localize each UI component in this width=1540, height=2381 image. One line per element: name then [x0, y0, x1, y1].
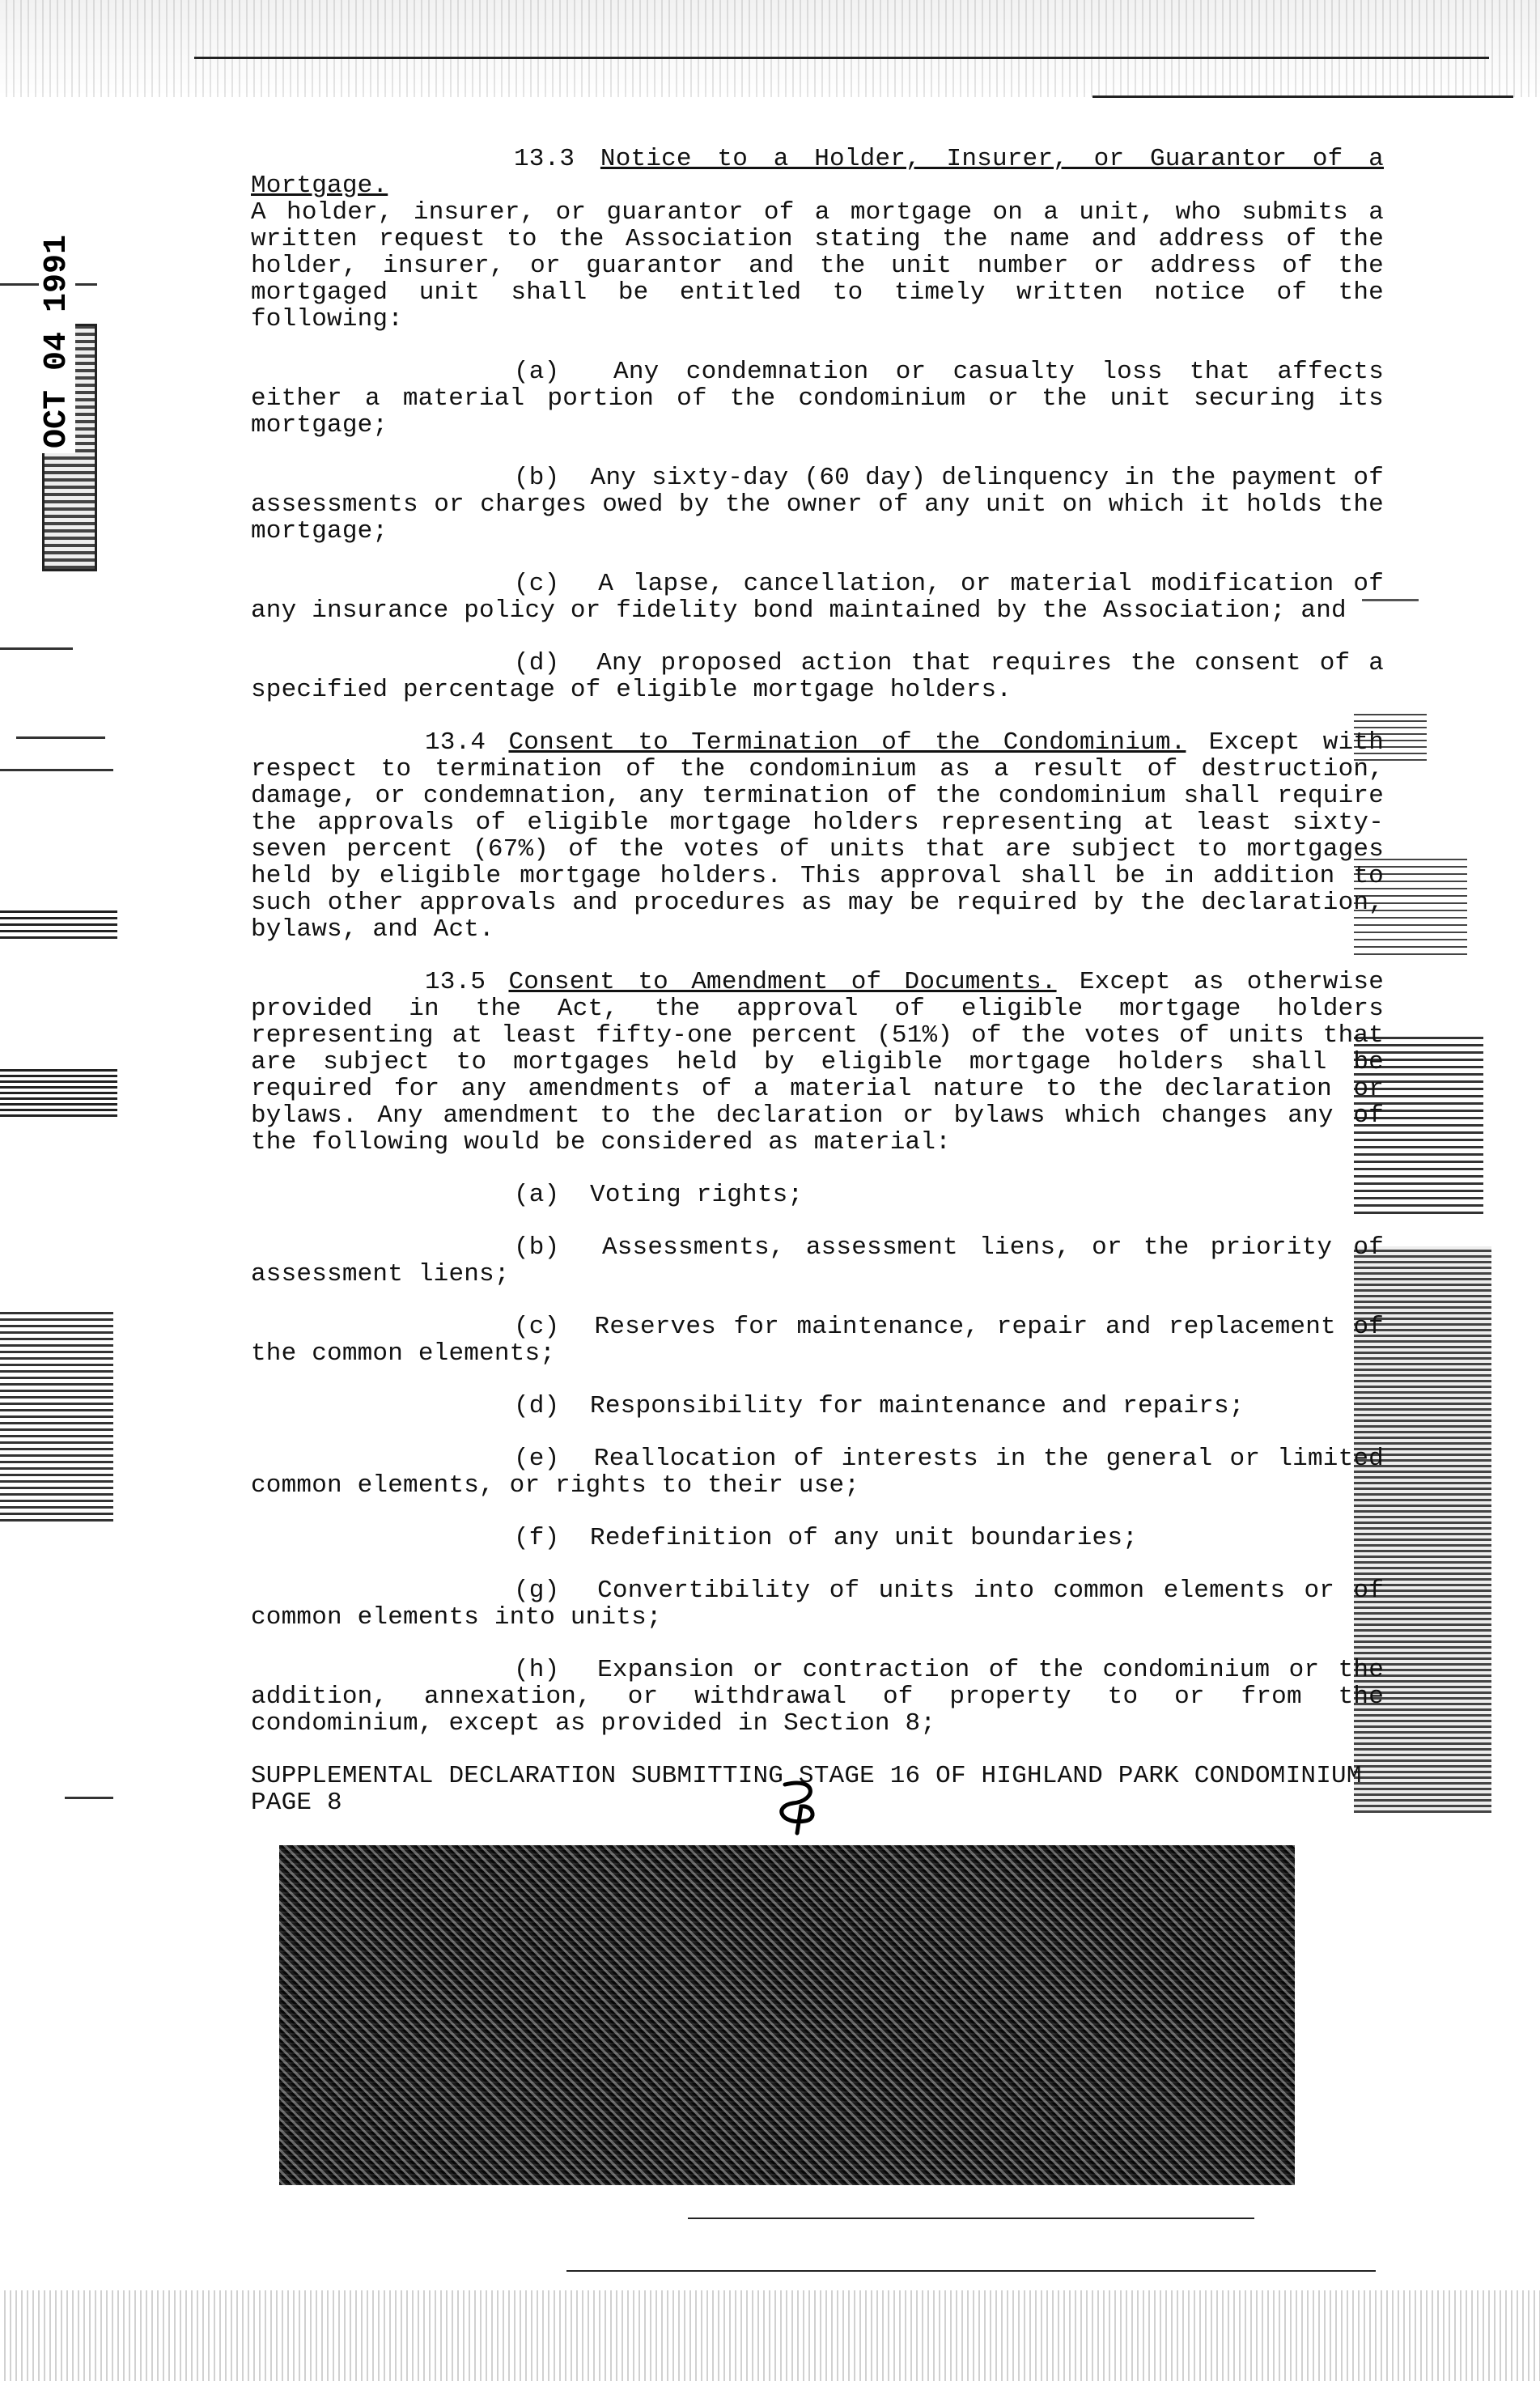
- scan-rule-bottom-2: [566, 2270, 1376, 2272]
- list-item: (h) Expansion or contraction of the condominium or the addition, annexation, or withdrawal of property to or from the condominium, except as provided in Section 8;: [251, 1656, 1385, 1738]
- recording-stamp: OCT 04 1991: [39, 230, 75, 453]
- page-number: PAGE 8: [251, 1789, 342, 1817]
- scan-noise-top: [0, 0, 1540, 97]
- list-item: (e) Reallocation of interests in the general or limited common elements, or rights to their use;: [251, 1445, 1384, 1500]
- section-13-4: [251, 729, 1384, 943]
- scanned-photo-block: [279, 1845, 1295, 2185]
- document-body: [251, 146, 1384, 1816]
- scan-rule-bottom: [688, 2218, 1254, 2219]
- list-item: (b) Assessments, assessment liens, or the priority of assessment liens;: [251, 1233, 1384, 1288]
- list-item: (b) Any sixty-day (60 day) delinquency in the payment of assessments or charges owed by the owner of any unit on which it holds the mortgage;: [251, 464, 1384, 545]
- section-number: 13.4: [425, 728, 486, 757]
- photo-texture: [279, 1845, 1295, 2185]
- list-item: (f) Redefinition of any unit boundaries;: [514, 1524, 1138, 1552]
- section-heading: Consent to Termination of the Condominium.: [508, 728, 1186, 757]
- scan-rule-top-2: [1092, 95, 1513, 98]
- list-item: (g) Convertibility of units into common elements or of common elements into units;: [251, 1577, 1385, 1632]
- list-item: (d) Responsibility for maintenance and repairs;: [514, 1392, 1245, 1420]
- list-item: (d) Any proposed action that requires the consent of a specified percentage of eligible mortgage holders.: [251, 649, 1385, 704]
- section-heading: Consent to Amendment of Documents.: [508, 968, 1057, 996]
- list-item: (c) Reserves for maintenance, repair and replacement of the common elements;: [251, 1313, 1384, 1368]
- section-13-3: [251, 146, 1384, 333]
- section-number: 13.3: [514, 145, 575, 173]
- section-body: A holder, insurer, or guarantor of a mortgage on a unit, who submits a written request to the Association stating the name and address of the holder, insurer, or guarantor and the unit number or address of the mortgaged unit shall be entitled to timely written notice of the following:: [251, 198, 1384, 333]
- list-item: (c) A lapse, cancellation, or material modification of any insurance policy or fidelity bond maintained by the Association; and: [251, 570, 1384, 625]
- scan-noise-bottom: [0, 2290, 1540, 2381]
- list-item: (a) Voting rights;: [514, 1181, 804, 1209]
- section-body: Except as otherwise provided in the Act, the approval of eligible mortgage holders representing at least fifty-one percent (51%) of the votes of units that are subject to mortgages held by eligible mortgage holders shall be required for any amendments of a material nature to the declaration or bylaws. Any amendment to the declaration or bylaws which changes any of the following would be considered as material:: [251, 968, 1384, 1157]
- section-heading: Notice to a Holder, Insurer, or Guarantor of a Mortgage.: [251, 145, 1384, 200]
- section-13-5: [251, 969, 1384, 1156]
- section-number: 13.5: [425, 968, 486, 996]
- handwritten-page-mark: [769, 1772, 834, 1837]
- list-item: (a) Any condemnation or casualty loss that affects either a material portion of the condominium or the unit securing its mortgage;: [251, 358, 1384, 439]
- scan-rule-top: [194, 57, 1489, 59]
- footer-title: SUPPLEMENTAL DECLARATION SUBMITTING STAGE 16 OF HIGHLAND PARK CONDOMINIUM: [251, 1762, 1362, 1790]
- section-body: Except with respect to termination of the condominium as a result of destruction, damage, or condemnation, any termination of the condominium shall require the approvals of eligible mortgage holders representing at least sixty-seven percent (67%) of the votes of units that are subject to mortgages held by eligible mortgage holders. This approval shall be in addition to such other approvals and procedures as may be required by the declaration, bylaws, and Act.: [251, 728, 1384, 944]
